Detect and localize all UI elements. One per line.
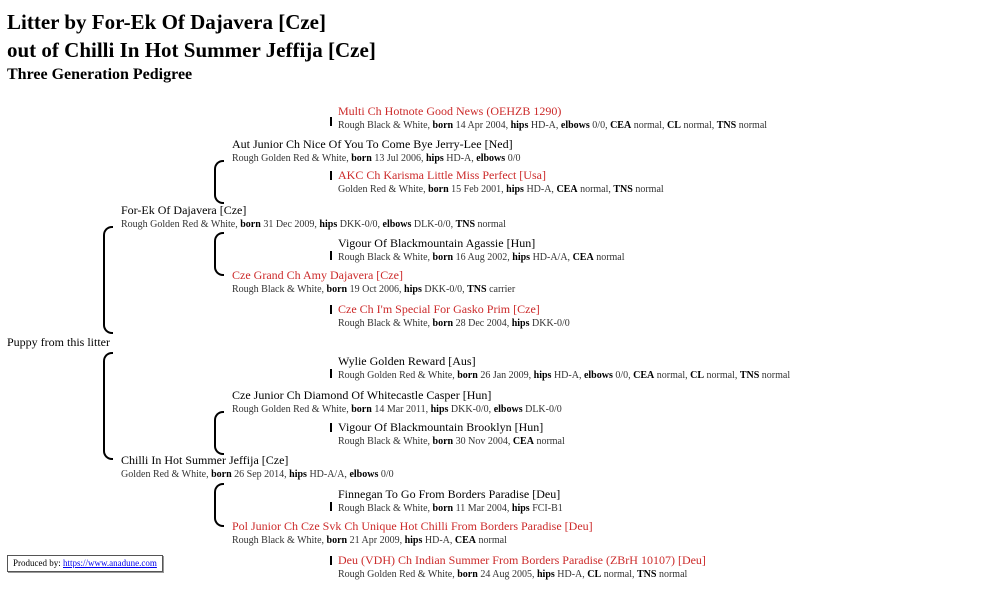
tick-dsd: [330, 423, 332, 432]
sire-name[interactable]: For-Ek Of Dajavera [Cze]: [121, 203, 247, 217]
dam-dam-name[interactable]: Pol Junior Ch Cze Svk Ch Unique Hot Chilli From Borders Paradise [Deu]: [232, 519, 593, 533]
sds-name[interactable]: Vigour Of Blackmountain Agassie [Hun]: [338, 236, 536, 250]
page-title-line-2: out of Chilli In Hot Summer Jeffija [Cze]: [7, 38, 376, 62]
sire-dam-name[interactable]: Cze Grand Ch Amy Dajavera [Cze]: [232, 268, 403, 282]
sss-entry: [338, 104, 767, 132]
dam-dam-details: Rough Black & White, born 21 Apr 2009, hips HD-A, CEA normal: [232, 535, 507, 546]
sire-dam-details: Rough Black & White, born 19 Oct 2006, hips DKK-0/0, TNS carrier: [232, 284, 516, 295]
bracket-sire-sire: [214, 160, 224, 204]
ddd-entry: [338, 553, 706, 581]
sire-entry: [121, 203, 506, 231]
sdd-name[interactable]: Cze Ch I'm Special For Gasko Prim [Cze]: [338, 302, 540, 316]
dss-entry: [338, 354, 790, 382]
tick-sss: [330, 117, 332, 126]
dss-name[interactable]: Wylie Golden Reward [Aus]: [338, 354, 476, 368]
ssd-name[interactable]: AKC Ch Karisma Little Miss Perfect [Usa]: [338, 168, 546, 182]
bracket-root-sire: [103, 226, 113, 334]
dam-entry: [121, 453, 394, 481]
dam-sire-details: Rough Golden Red & White, born 14 Mar 2011, hips DKK-0/0, elbows DLK-0/0: [232, 404, 562, 415]
dam-sire-name[interactable]: Cze Junior Ch Diamond Of Whitecastle Casper [Hun]: [232, 388, 492, 402]
sdd-entry: [338, 302, 570, 330]
dds-name[interactable]: Finnegan To Go From Borders Paradise [Deu]: [338, 487, 561, 501]
sire-sire-entry: [232, 137, 520, 165]
puppy-name: Puppy from this litter: [7, 335, 110, 349]
sdd-details: Rough Black & White, born 28 Dec 2004, hips DKK-0/0: [338, 318, 570, 329]
puppy-entry: [7, 335, 110, 349]
dsd-name[interactable]: Vigour Of Blackmountain Brooklyn [Hun]: [338, 420, 544, 434]
sire-sire-name[interactable]: Aut Junior Ch Nice Of You To Come Bye Jerry-Lee [Ned]: [232, 137, 513, 151]
sss-details: Rough Black & White, born 14 Apr 2004, hips HD-A, elbows 0/0, CEA normal, CL normal, TNS normal: [338, 120, 768, 131]
dam-name[interactable]: Chilli In Hot Summer Jeffija [Cze]: [121, 453, 289, 467]
dam-details: Golden Red & White, born 26 Sep 2014, hips HD-A/A, elbows 0/0: [121, 469, 394, 480]
page-title-line-1: Litter by For-Ek Of Dajavera [Cze]: [7, 10, 326, 34]
ssd-details: Golden Red & White, born 15 Feb 2001, hips HD-A, CEA normal, TNS normal: [338, 184, 664, 195]
ddd-name[interactable]: Deu (VDH) Ch Indian Summer From Borders Paradise (ZBrH 10107) [Deu]: [338, 553, 706, 567]
sss-name[interactable]: Multi Ch Hotnote Good News (OEHZB 1290): [338, 104, 562, 118]
tick-ddd: [330, 556, 332, 565]
dam-sire-entry: [232, 388, 562, 416]
ssd-entry: [338, 168, 664, 196]
produced-by-box: [7, 555, 163, 572]
dds-entry: [338, 487, 563, 515]
tick-dds: [330, 502, 332, 511]
sds-entry: [338, 236, 625, 264]
bracket-root-dam: [103, 352, 113, 460]
sire-dam-entry: [232, 268, 515, 296]
dsd-details: Rough Black & White, born 30 Nov 2004, CEA normal: [338, 436, 565, 447]
ddd-details: Rough Golden Red & White, born 24 Aug 2005, hips HD-A, CL normal, TNS normal: [338, 569, 688, 580]
tick-dss: [330, 369, 332, 378]
producer-link[interactable]: https://www.anadune.com: [63, 558, 157, 568]
dds-details: Rough Black & White, born 11 Mar 2004, hips FCI-B1: [338, 503, 563, 514]
dsd-entry: [338, 420, 565, 448]
tick-sds: [330, 251, 332, 260]
dss-details: Rough Golden Red & White, born 26 Jan 2009, hips HD-A, elbows 0/0, CEA normal, CL normal, TNS normal: [338, 370, 791, 381]
bracket-dam-sire: [214, 411, 224, 455]
tick-ssd: [330, 171, 332, 180]
dam-dam-entry: [232, 519, 593, 547]
tick-sdd: [330, 305, 332, 314]
bracket-sire-dam: [214, 232, 224, 276]
sire-details: Rough Golden Red & White, born 31 Dec 2009, hips DKK-0/0, elbows DLK-0/0, TNS normal: [121, 219, 506, 230]
sire-sire-details: Rough Golden Red & White, born 13 Jul 2006, hips HD-A, elbows 0/0: [232, 153, 521, 164]
bracket-dam-dam: [214, 483, 224, 527]
page-subtitle: Three Generation Pedigree: [7, 66, 193, 83]
sds-details: Rough Black & White, born 16 Aug 2002, hips HD-A/A, CEA normal: [338, 252, 625, 263]
produced-by-label: Produced by:: [13, 558, 63, 568]
